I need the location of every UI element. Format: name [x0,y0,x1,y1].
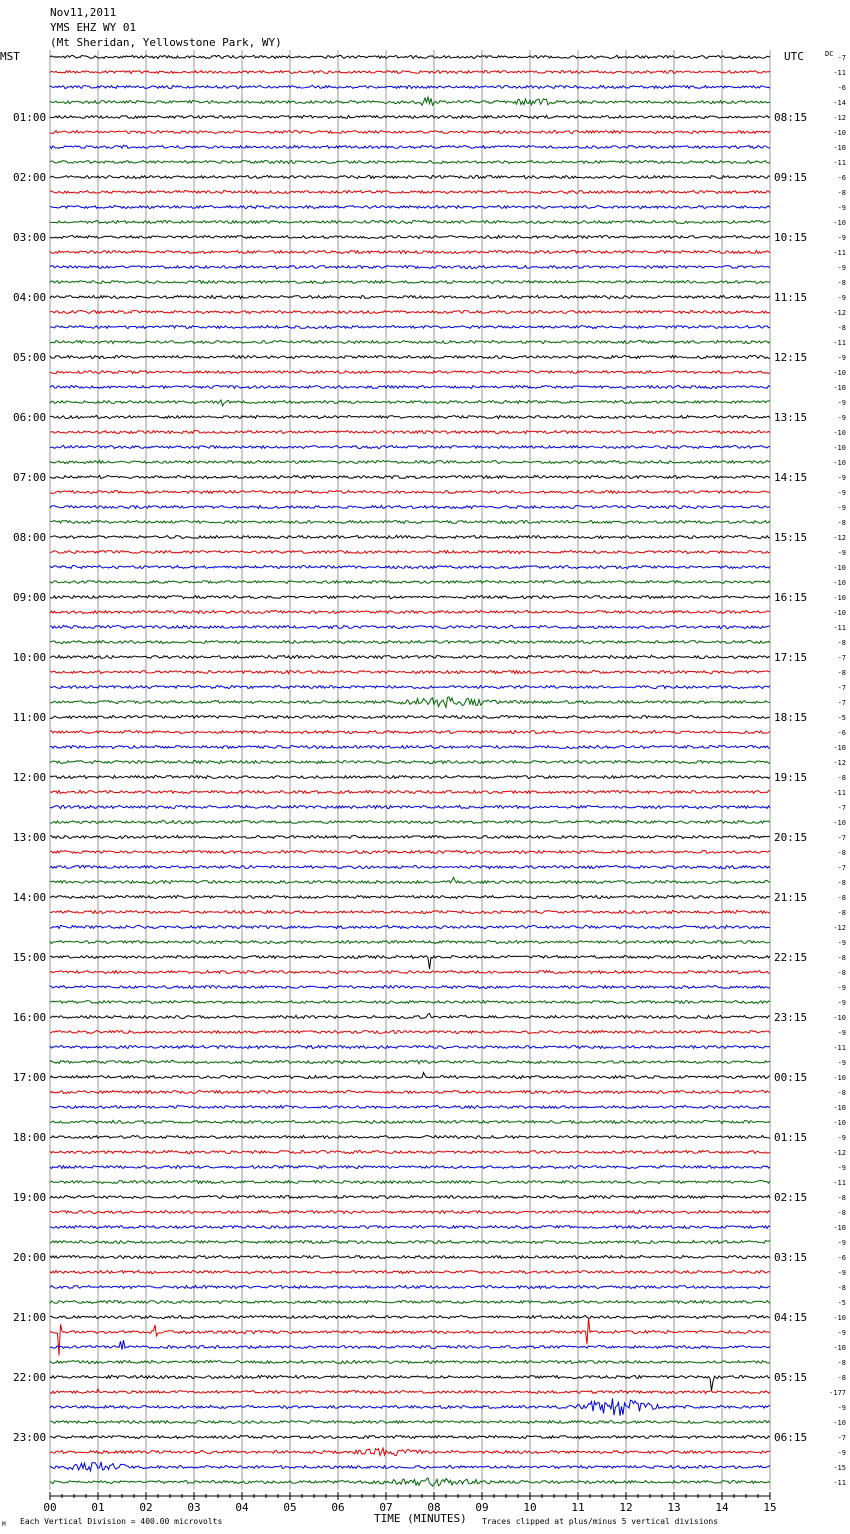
trace-line [50,1270,770,1273]
trace-line [50,1210,770,1213]
trace-line [50,1318,770,1356]
right-hour-label: 21:15 [774,891,808,904]
dc-offset-label: -7 [837,654,846,662]
dc-offset-label: -10 [833,459,846,467]
dc-offset-label: -10 [833,594,846,602]
dc-offset-label: -7 [837,804,846,812]
trace-line [50,1030,770,1033]
dc-offset-label: -12 [833,309,846,317]
trace-line [50,265,770,268]
trace-line [50,1000,770,1003]
dc-offset-label: -9 [837,354,846,362]
dc-offset-label: -6 [837,729,846,737]
trace-line [50,55,770,58]
trace-line [50,730,770,733]
dc-offset-label: -14 [833,99,846,107]
left-hour-label: 07:00 [13,471,47,484]
trace-line [50,715,770,718]
right-hour-label: 17:15 [774,651,808,664]
seismogram-traces [50,55,770,1486]
trace-line [50,910,770,913]
trace-line [50,610,770,613]
trace-line [50,431,770,434]
trace-line [50,1420,770,1423]
trace-line [50,535,770,538]
dc-offset-label: -12 [833,114,846,122]
trace-line [50,1045,770,1048]
x-tick-label: 05 [283,1501,297,1514]
dc-offset-label: -10 [833,144,846,152]
trace-line [50,697,770,708]
trace-line [50,130,770,133]
dc-offset-label: -15 [833,1464,846,1472]
trace-line [50,775,770,778]
dc-offset-label: -10 [833,819,846,827]
dc-offset-label: -9 [837,264,846,272]
trace-line [50,475,770,478]
trace-line [50,490,770,493]
right-hour-label: 09:15 [774,171,808,184]
dc-offset-label: -9 [837,489,846,497]
trace-line [50,1478,770,1486]
trace-line [50,1240,770,1243]
trace-line [50,850,770,853]
trace-line [50,1165,770,1168]
right-hour-label: 23:15 [774,1011,808,1024]
trace-line [50,595,770,598]
dc-offset-label: -8 [837,1194,846,1202]
trace-line [50,220,770,223]
trace-line [50,1060,770,1063]
left-hour-label: 05:00 [13,351,47,364]
dc-offset-label: -9 [837,1029,846,1037]
right-hour-label: 14:15 [774,471,808,484]
x-tick-label: 07 [379,1501,393,1514]
trace-line [50,1285,770,1288]
left-hour-label: 04:00 [13,291,47,304]
dc-offset-label: -10 [833,429,846,437]
x-tick-label: 01 [91,1501,105,1514]
dc-offset-label: -11 [833,789,846,797]
right-hour-label: 15:15 [774,531,808,544]
trace-line [50,1340,770,1350]
trace-line [50,940,770,943]
dc-offset-label: -10 [833,1224,846,1232]
dc-offset-label: -6 [837,174,846,182]
right-hour-label: 05:15 [774,1371,808,1384]
header-date: Nov11,2011 [50,6,117,19]
corner-mark: M [2,1521,6,1528]
x-tick-label: 02 [139,1501,153,1514]
left-hour-label: 11:00 [13,711,47,724]
x-tick-label: 14 [715,1501,729,1514]
dc-offset-label: -8 [837,849,846,857]
dc-offset-label: -7 [837,1434,846,1442]
left-hour-label: 20:00 [13,1251,47,1264]
dc-offset-label: -7 [837,834,846,842]
dc-offset-label: -9 [837,1329,846,1337]
left-hour-label: 22:00 [13,1371,47,1384]
trace-line [50,160,770,163]
x-tick-label: 13 [667,1501,681,1514]
trace-line [50,986,770,989]
dc-offset-label: -11 [833,159,846,167]
trace-line [50,1448,770,1455]
dc-offset-label: -7 [837,699,846,707]
dc-offset-label: -7 [837,54,846,62]
trace-line [50,295,770,298]
dc-offset-label: -10 [833,444,846,452]
trace-line [50,1398,770,1415]
left-hour-label: 08:00 [13,531,47,544]
dc-offset-label: -9 [837,984,846,992]
x-tick-label: 15 [763,1501,777,1514]
dc-offset-label: -9 [837,1269,846,1277]
left-hour-label: 10:00 [13,651,47,664]
trace-line [50,1180,770,1183]
right-hour-label: 13:15 [774,411,808,424]
left-hour-label: 14:00 [13,891,47,904]
trace-line [50,878,770,884]
dc-offset-label: -9 [837,1449,846,1457]
x-tick-label: 03 [187,1501,201,1514]
dc-offset-label: -10 [833,1014,846,1022]
trace-line [50,565,770,568]
dc-offset-label: -9 [837,939,846,947]
trace-line [50,145,770,148]
dc-offset-label: -11 [833,1479,846,1487]
trace-line [50,580,770,583]
x-tick-label: 11 [571,1501,585,1514]
trace-line [50,820,770,823]
right-hour-label: 18:15 [774,711,808,724]
trace-line [50,685,770,688]
right-hour-label: 04:15 [774,1311,808,1324]
trace-line [50,205,770,208]
trace-line [50,895,770,898]
trace-line [50,235,770,238]
right-hour-label: 06:15 [774,1431,808,1444]
dc-offset-label: -10 [833,1119,846,1127]
trace-line [50,400,770,406]
right-hour-labels [774,111,807,1444]
trace-line [50,460,770,463]
left-hour-label: 02:00 [13,171,47,184]
dc-offset-label: -7 [837,864,846,872]
right-hour-label: 20:15 [774,831,808,844]
dc-offset-label: -6 [837,84,846,92]
trace-line [50,250,770,253]
dc-offset-label: -11 [833,339,846,347]
dc-offset-label: -8 [837,1374,846,1382]
right-hour-label: 12:15 [774,351,808,364]
trace-line [50,641,770,644]
right-hour-label: 22:15 [774,951,808,964]
trace-line [50,115,770,118]
chart-header [50,6,282,49]
trace-line [50,1150,770,1153]
trace-line [50,625,770,628]
trace-line [50,71,770,74]
dc-offset-label: -8 [837,879,846,887]
dc-offset-label: -177 [829,1389,846,1397]
dc-offset-label: -5 [837,1299,846,1307]
dc-offset-label: -10 [833,384,846,392]
trace-line [50,550,770,553]
trace-line [50,970,770,973]
dc-offset-label: -10 [833,564,846,572]
trace-line [50,1389,770,1394]
trace-line [50,760,770,763]
x-axis-title: TIME (MINUTES) [374,1512,467,1525]
trace-line [50,1315,770,1318]
dc-offset-label: -8 [837,1089,846,1097]
dc-offset-label: -8 [837,954,846,962]
right-hour-label: 03:15 [774,1251,808,1264]
dc-offset-label: -8 [837,1284,846,1292]
header-location: (Mt Sheridan, Yellowstone Park, WY) [50,36,282,49]
trace-line [50,1013,770,1018]
trace-line [50,355,770,358]
right-timezone-label: UTC [784,50,804,63]
dc-offset-label: -9 [837,399,846,407]
left-hour-label: 13:00 [13,831,47,844]
dc-offset-label: -12 [833,1149,846,1157]
dc-offset-label: -10 [833,219,846,227]
dc-offset-label: -10 [833,609,846,617]
left-hour-label: 18:00 [13,1131,47,1144]
right-hour-label: 19:15 [774,771,808,784]
dc-offset-label: -11 [833,69,846,77]
trace-line [50,340,770,343]
dc-offset-label: -8 [837,519,846,527]
dc-offset-label: -12 [833,534,846,542]
trace-line [50,1375,770,1390]
left-timezone-label: MST [0,50,20,63]
dc-offset-label: -9 [837,204,846,212]
dc-offset-label: -9 [837,234,846,242]
trace-line [50,385,770,388]
trace-line [50,790,770,793]
trace-line [50,445,770,448]
dc-offset-label: -12 [833,924,846,932]
dc-offset-label: -8 [837,909,846,917]
dc-offset-label: -11 [833,249,846,257]
dc-offset-label: -10 [833,369,846,377]
dc-offset-label: -9 [837,1239,846,1247]
dc-offset-label: -9 [837,549,846,557]
trace-line [50,1135,770,1138]
x-tick-label: 00 [43,1501,57,1514]
dc-offset-label: -9 [837,1404,846,1412]
dc-offset-label: -8 [837,189,846,197]
trace-line [50,805,770,808]
left-hour-label: 17:00 [13,1071,47,1084]
trace-line [50,655,770,658]
dc-offset-label: -10 [833,1419,846,1427]
dc-offset-label: -10 [833,579,846,587]
dc-offset-label: -9 [837,294,846,302]
dc-offset-label: -9 [837,999,846,1007]
clip-note: Traces clipped at plus/minus 5 vertical divisions [482,1517,719,1526]
x-tick-label: 04 [235,1501,249,1514]
trace-line [50,415,770,418]
dc-offset-label: -12 [833,759,846,767]
trace-line [50,1105,770,1108]
dc-label: DC [825,50,834,58]
dc-offset-labels [829,54,846,1487]
trace-line [50,310,770,313]
dc-offset-label: -5 [837,714,846,722]
dc-offset-label: -8 [837,774,846,782]
dc-offset-label: -9 [837,474,846,482]
dc-offset-label: -7 [837,684,846,692]
dc-offset-label: -10 [833,744,846,752]
left-hour-label: 09:00 [13,591,47,604]
dc-offset-label: -8 [837,1359,846,1367]
trace-line [50,670,770,673]
dc-offset-label: -11 [833,624,846,632]
dc-offset-label: -8 [837,279,846,287]
right-hour-label: 16:15 [774,591,808,604]
dc-offset-label: -11 [833,1044,846,1052]
left-hour-label: 12:00 [13,771,47,784]
trace-line [50,1195,770,1198]
scale-note: Each Vertical Division = 400.00 microvolts [20,1517,223,1526]
trace-line [50,281,770,284]
trace-line [50,1462,770,1471]
trace-line [50,325,770,328]
dc-offset-label: -10 [833,1074,846,1082]
dc-offset-label: -9 [837,1134,846,1142]
trace-line [50,1300,770,1303]
trace-line [50,1360,770,1363]
dc-offset-label: -9 [837,504,846,512]
dc-offset-label: -10 [833,1344,846,1352]
dc-offset-label: -8 [837,969,846,977]
trace-line [50,1225,770,1228]
left-hour-label: 01:00 [13,111,47,124]
trace-line [50,520,770,523]
dc-offset-label: -8 [837,669,846,677]
x-tick-label: 06 [331,1501,345,1514]
left-hour-label: 23:00 [13,1431,47,1444]
left-hour-label: 03:00 [13,231,47,244]
trace-line [50,865,770,868]
trace-line [50,85,770,88]
right-hour-label: 08:15 [774,111,808,124]
trace-line [50,955,770,969]
trace-line [50,371,770,374]
header-station: YMS EHZ WY 01 [50,21,137,34]
right-hour-label: 01:15 [774,1131,808,1144]
left-hour-labels [13,111,46,1444]
dc-offset-label: -8 [837,324,846,332]
x-tick-label: 09 [475,1501,489,1514]
dc-offset-label: -11 [833,1179,846,1187]
trace-line [50,1435,770,1438]
dc-offset-label: -10 [833,129,846,137]
trace-line [50,1255,770,1258]
left-hour-label: 06:00 [13,411,47,424]
trace-line [50,1073,770,1079]
dc-offset-label: -6 [837,1254,846,1262]
dc-offset-label: -9 [837,1059,846,1067]
trace-line [50,97,770,105]
right-hour-label: 00:15 [774,1071,808,1084]
dc-offset-label: -8 [837,894,846,902]
trace-line [50,175,770,178]
x-tick-label: 12 [619,1501,633,1514]
dc-offset-label: -9 [837,1164,846,1172]
left-hour-label: 19:00 [13,1191,47,1204]
dc-offset-label: -10 [833,1104,846,1112]
left-hour-label: 21:00 [13,1311,47,1324]
x-tick-label: 10 [523,1501,537,1514]
left-hour-label: 16:00 [13,1011,47,1024]
dc-offset-label: -10 [833,1314,846,1322]
trace-line [50,745,770,748]
trace-line [50,190,770,193]
dc-offset-label: -8 [837,1209,846,1217]
trace-line [50,506,770,509]
trace-line [50,1120,770,1123]
right-hour-label: 02:15 [774,1191,808,1204]
dc-offset-label: -9 [837,414,846,422]
trace-line [50,925,770,928]
x-axis [43,1492,776,1514]
right-hour-label: 11:15 [774,291,808,304]
x-tick-label: 08 [427,1501,441,1514]
right-hour-label: 10:15 [774,231,808,244]
trace-line [50,835,770,838]
left-hour-label: 15:00 [13,951,47,964]
trace-line [50,1090,770,1093]
dc-offset-label: -8 [837,639,846,647]
